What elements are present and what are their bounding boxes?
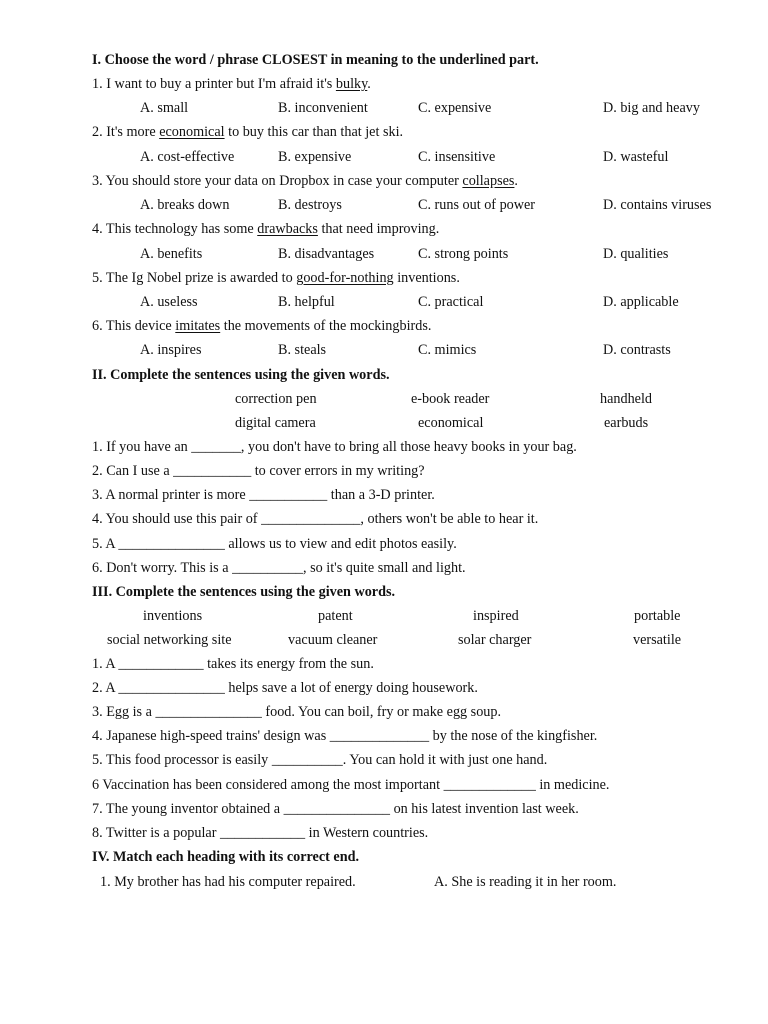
option-a: A. useless [140, 294, 198, 310]
option-c: C. insensitive [418, 149, 496, 165]
word-box-item: versatile [633, 632, 682, 648]
option-a: A. inspires [140, 342, 202, 358]
option-c: C. practical [418, 294, 484, 310]
option-d: D. applicable [603, 294, 679, 310]
word-box-item: inspired [473, 608, 519, 624]
underlined-word: drawbacks [257, 221, 318, 237]
word-box-item: digital camera [235, 415, 316, 431]
sentence-3-4: 4. Japanese high-speed trains' design was ______________ by the nose of the kingfisher. [92, 728, 598, 744]
sentence-3-7: 7. The young inventor obtained a _______________ on his latest invention last week. [92, 801, 579, 817]
option-b: B. inconvenient [278, 100, 368, 116]
sentence-2-2: 2. Can I use a ___________ to cover errors in my writing? [92, 463, 425, 479]
word-box-item: social networking site [107, 632, 232, 648]
section-3-heading: III. Complete the sentences using the given words. [92, 584, 396, 600]
option-a: A. cost-effective [140, 149, 235, 165]
option-d: D. contrasts [603, 342, 671, 358]
word-box-item: handheld [600, 391, 653, 407]
option-b: B. helpful [278, 294, 335, 310]
word-box-item: patent [318, 608, 353, 624]
sentence-3-3: 3. Egg is a _______________ food. You can boil, fry or make egg soup. [92, 704, 502, 720]
underlined-word: good-for-nothing [296, 270, 394, 286]
word-box-item: solar charger [458, 632, 532, 648]
word-box-item: inventions [143, 608, 203, 624]
underlined-word: collapses [462, 173, 515, 189]
option-b: B. steals [278, 342, 327, 358]
sentence-2-1: 1. If you have an _______, you don't have to bring all those heavy books in your bag. [92, 439, 577, 455]
word-box-item: portable [634, 608, 681, 624]
option-a: A. breaks down [140, 197, 230, 213]
question-1-3: 3. You should store your data on Dropbox in case your computer collapses. [92, 173, 518, 189]
word-box-item: earbuds [604, 415, 649, 431]
underlined-word: economical [159, 124, 225, 140]
word-box-item: correction pen [235, 391, 317, 407]
option-b: B. disadvantages [278, 246, 375, 262]
sentence-2-5: 5. A _______________ allows us to view and edit photos easily. [92, 536, 457, 552]
option-c: C. runs out of power [418, 197, 536, 213]
match-left-1: 1. My brother has had his computer repaired. [100, 874, 356, 890]
question-1-2: 2. It's more economical to buy this car than that jet ski. [92, 124, 404, 140]
question-1-6: 6. This device imitates the movements of the mockingbirds. [92, 318, 432, 334]
word-box-item: economical [418, 415, 484, 431]
sentence-3-8: 8. Twitter is a popular ____________ in Western countries. [92, 825, 429, 841]
option-c: C. mimics [418, 342, 477, 358]
word-box-item: e-book reader [411, 391, 490, 407]
option-c: C. strong points [418, 246, 509, 262]
sentence-3-1: 1. A ____________ takes its energy from the sun. [92, 656, 374, 672]
section-4-heading: IV. Match each heading with its correct end. [92, 849, 360, 865]
sentence-2-6: 6. Don't worry. This is a __________, so it's quite small and light. [92, 560, 466, 576]
question-1-5: 5. The Ig Nobel prize is awarded to good-for-nothing inventions. [92, 270, 460, 286]
option-d: D. qualities [603, 246, 669, 262]
option-d: D. wasteful [603, 149, 669, 165]
question-1-1: 1. I want to buy a printer but I'm afraid it's bulky. [92, 76, 371, 92]
sentence-3-6: 6 Vaccination has been considered among the most important _____________ in medicine. [92, 777, 610, 793]
sentence-2-3: 3. A normal printer is more ___________ than a 3-D printer. [92, 487, 435, 503]
sentence-3-5: 5. This food processor is easily __________. You can hold it with just one hand. [92, 752, 548, 768]
option-b: B. expensive [278, 149, 352, 165]
section-2-heading: II. Complete the sentences using the given words. [92, 367, 390, 383]
option-a: A. small [140, 100, 189, 116]
option-d: D. contains viruses [603, 197, 712, 213]
section-1-heading: I. Choose the word / phrase CLOSEST in meaning to the underlined part. [92, 52, 539, 68]
match-right-a: A. She is reading it in her room. [434, 874, 617, 890]
underlined-word: bulky [335, 76, 368, 92]
option-c: C. expensive [418, 100, 492, 116]
underlined-word: imitates [175, 318, 221, 334]
question-1-4: 4. This technology has some drawbacks that need improving. [92, 221, 440, 237]
option-d: D. big and heavy [603, 100, 700, 116]
sentence-3-2: 2. A _______________ helps save a lot of energy doing housework. [92, 680, 478, 696]
option-b: B. destroys [278, 197, 342, 213]
sentence-2-4: 4. You should use this pair of ______________, others won't be able to hear it. [92, 511, 539, 527]
word-box-item: vacuum cleaner [288, 632, 378, 648]
option-a: A. benefits [140, 246, 203, 262]
